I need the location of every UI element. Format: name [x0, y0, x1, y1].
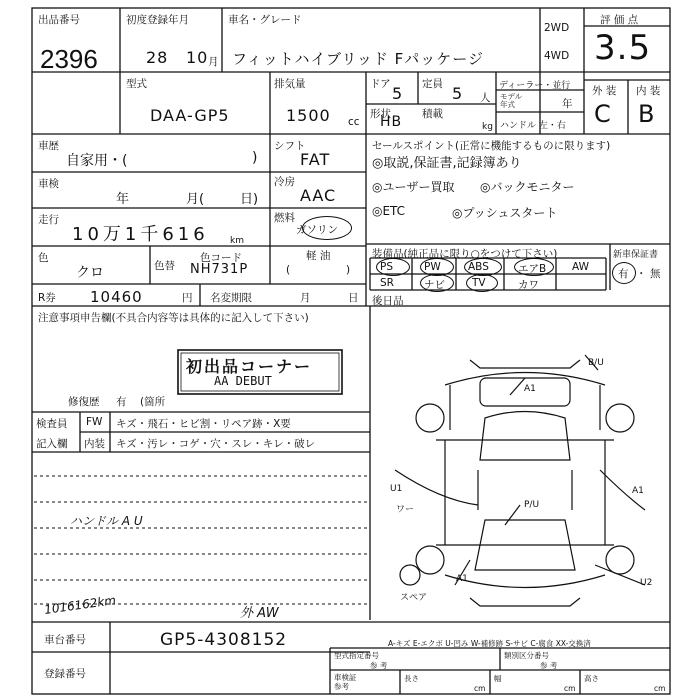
stamp-line1: 初出品コーナー: [186, 357, 313, 376]
deadline-day: 日: [348, 292, 359, 304]
shape: HB: [380, 114, 403, 130]
paren-open: (: [286, 264, 291, 276]
fuel-diesel: 軽 油: [306, 250, 331, 262]
color-code-label: 色コード: [200, 252, 242, 264]
interior-text: キズ・汚レ・コゲ・穴・スレ・キレ・破レ: [116, 438, 316, 450]
load-unit: kg: [482, 122, 493, 132]
capacity: 5: [452, 84, 464, 103]
doors: 5: [392, 84, 404, 103]
model-year-label: モデル 年式: [500, 92, 523, 109]
chassis-number: GP5-4308152: [160, 630, 288, 650]
chassis-label: 車台番号: [44, 634, 86, 646]
width-label: 幅: [494, 674, 502, 683]
model-ref-label: 型式指定番号: [334, 651, 379, 660]
mileage: 10万1千616: [72, 224, 209, 245]
shift: FAT: [300, 150, 331, 169]
circle-navi: [420, 274, 454, 292]
equip-tv: TV: [472, 277, 486, 289]
equip-sr: SR: [380, 277, 394, 289]
drive-4wd: 4WD: [544, 50, 570, 62]
sales-point-3a: ◎ETC: [372, 204, 406, 218]
model-ref-sub: 参 考: [370, 661, 388, 670]
width-cm: cm: [564, 684, 576, 693]
repair-label: 修復歴: [68, 396, 100, 408]
sales-point-2b: ◎バックモニター: [480, 180, 575, 194]
length-cm: cm: [474, 684, 486, 693]
warranty-no: 無: [650, 268, 661, 280]
fuel-label: 燃料: [274, 212, 295, 224]
registration-label: 登録番号: [44, 668, 86, 680]
r-label: R券: [38, 292, 56, 304]
sales-point-3b: ◎プッシュスタート: [452, 206, 558, 220]
history-value: 自家用・(: [66, 153, 128, 169]
cap-label: 定員: [422, 78, 443, 90]
handwrite-3: 外 AW: [240, 606, 279, 621]
lot-number: 2396: [40, 44, 98, 74]
inspection-label: 車検: [38, 178, 59, 190]
reg-month-unit: 月: [208, 56, 219, 68]
reg-year: 28: [146, 48, 169, 67]
yen: 円: [182, 292, 193, 304]
interior-head: 内装: [84, 438, 105, 450]
km-unit: km: [230, 236, 244, 246]
disp-unit: cc: [348, 116, 360, 128]
deadline-month: 月: [300, 292, 311, 304]
mark-u1-left: U1: [390, 484, 403, 494]
lot-label: 出品番号: [38, 14, 80, 26]
mark-u2: U2: [640, 578, 653, 588]
circle-tv: [466, 274, 498, 292]
displacement: 1500: [286, 106, 331, 125]
model-code: DAA-GP5: [150, 106, 230, 125]
mark-a1-right: A1: [632, 486, 644, 496]
history-label: 車歴: [38, 140, 59, 152]
ac-label: 冷房: [274, 176, 295, 188]
insp-month: 月(: [186, 192, 205, 207]
mark-a1-left: A1: [456, 574, 468, 584]
inspector-label-2: 記入欄: [36, 438, 68, 450]
car-name: フィットハイブリッド Fパッケージ: [232, 50, 484, 68]
dealer-label: ディーラー・並行: [499, 81, 571, 91]
warranty-label: 新車保証書: [613, 250, 659, 260]
mark-a1-front: A1: [524, 384, 536, 394]
circle-warranty: [612, 262, 636, 284]
insp-day: 日): [240, 192, 259, 207]
fw-head: FW: [86, 416, 103, 428]
repair-has: 有: [116, 396, 127, 408]
height-label: 高さ: [584, 674, 599, 683]
repair-location: (箇所: [140, 396, 166, 408]
height-cm: cm: [654, 684, 666, 693]
sales-point-2a: ◎ユーザー買取: [372, 180, 455, 194]
year-unit: 年: [562, 98, 573, 110]
ac: AAC: [300, 186, 337, 205]
fuel-gas-circle: [302, 216, 352, 240]
color-change-label: 色替: [154, 260, 175, 272]
class-ref-label: 類別区分番号: [504, 651, 549, 660]
ext-grade: C: [594, 100, 612, 128]
equip-ps: PS: [380, 261, 393, 273]
length-ref-label: 車検証 参考: [334, 673, 357, 691]
circle-ps: [376, 258, 410, 276]
equip-aw: AW: [572, 261, 589, 273]
mark-pu: P/U: [524, 500, 540, 510]
inspector-label-1: 検査員: [36, 418, 68, 430]
drive-2wd: 2WD: [544, 22, 570, 34]
spare-label: スペア: [400, 593, 428, 603]
mark-wa: ワー: [396, 505, 415, 515]
history-close: ): [252, 150, 258, 166]
warranty-sep: ・: [636, 268, 647, 280]
mark-bu: B/U: [588, 358, 604, 368]
damage-legend: A-キズ E-エクボ U-凹み W-補修跡 S-サビ C-腐食 XX-交換済: [388, 639, 591, 648]
warranty-yes: 有: [618, 268, 629, 280]
equip-airbag: エアB: [518, 263, 547, 275]
shift-label: シフト: [274, 140, 306, 152]
rear-seat-label: 後日品: [372, 295, 404, 307]
int-label: 内 装: [636, 85, 661, 97]
circle-airbag: [514, 258, 554, 276]
ext-label: 外 装: [592, 85, 617, 97]
stamp-line2: AA DEBUT: [214, 374, 272, 388]
doors-label: ドア: [370, 78, 391, 90]
car-label: 車名・グレード: [228, 14, 302, 26]
fuel-gas: ガソリン: [296, 224, 338, 236]
length-label: 長さ: [404, 674, 419, 683]
load-label: 積載: [422, 108, 443, 120]
equip-abs: ABS: [468, 261, 489, 273]
reg-label: 初度登録年月: [126, 14, 189, 26]
insp-year: 年: [116, 192, 130, 207]
score-label: 評 価 点: [600, 14, 639, 26]
car-diagram: [395, 355, 645, 606]
paren-close: ): [346, 264, 351, 276]
mileage-label: 走行: [38, 214, 59, 226]
score: 3.5: [594, 28, 652, 68]
color: クロ: [76, 265, 104, 281]
r-amount: 10460: [90, 288, 143, 306]
color-code: NH731P: [190, 262, 249, 277]
handwrite-1: ハンドル A U: [70, 514, 143, 528]
fw-text: キズ・飛石・ヒビ割・リペア跡・X要: [116, 418, 291, 430]
class-ref-sub: 参 考: [540, 661, 558, 670]
equip-navi: ナビ: [424, 279, 445, 291]
model-label: 型式: [126, 78, 147, 90]
int-grade: B: [638, 100, 656, 128]
notes-label: 注意事項申告欄(不具合内容等は具体的に記入して下さい): [38, 312, 309, 324]
reg-month: 10: [186, 48, 209, 67]
equip-leather: カワ: [518, 279, 539, 291]
shape-label: 形状: [370, 108, 391, 120]
disp-label: 排気量: [274, 78, 306, 90]
handwrite-2: 1016162km: [43, 593, 117, 617]
equip-pw: PW: [424, 261, 441, 273]
handle-label: ハンドル 左・右: [500, 121, 566, 131]
color-label: 色: [38, 252, 49, 264]
deadline-label: 名変期限: [210, 292, 252, 304]
sales-points-label: セールスポイント(正常に機能するものに限ります): [372, 140, 611, 152]
equipment-label: 装備品(純正品に限り○をつけて下さい): [372, 248, 558, 260]
cap-unit: 人: [480, 92, 491, 104]
sales-point-1: ◎取説,保証書,記録簿あり: [372, 156, 522, 171]
